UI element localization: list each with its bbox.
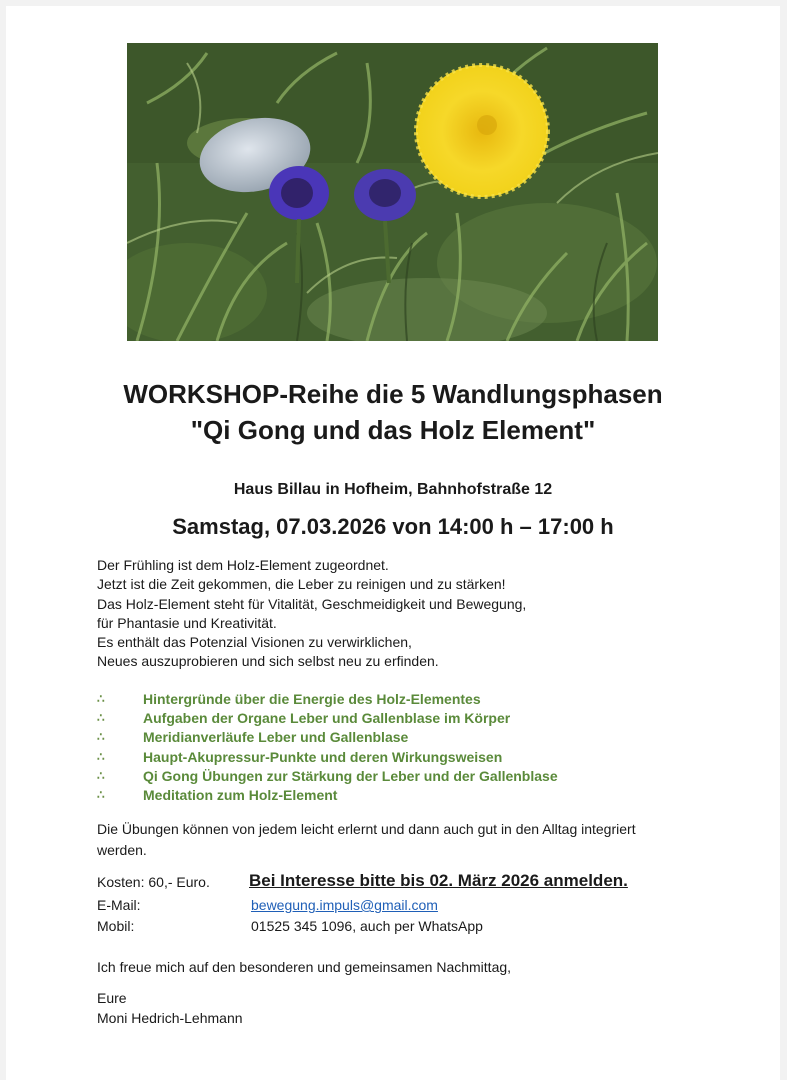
triangle-dots-icon: ∴ (97, 711, 105, 726)
event-date: Samstag, 07.03.2026 von 14:00 h – 17:00 h (172, 514, 614, 539)
list-item (97, 709, 717, 728)
intro-line: Das Holz-Element steht für Vitalität, Geschmeidigkeit und Bewegung, (97, 595, 527, 612)
topic-text: Haupt-Akupressur-Punkte und deren Wirkungsweisen (143, 748, 503, 765)
intro-line: für Phantasie und Kreativität. (97, 614, 277, 631)
topic-text: Meditation zum Holz-Element (143, 786, 338, 803)
practice-text: Die Übungen können von jedem leicht erlernt und dann auch gut in den Alltag integriert werden. (97, 821, 636, 858)
intro-line: Es enthält das Potenzial Visionen zu verwirklichen, (97, 634, 412, 651)
signup-deadline: Bei Interesse bitte bis 02. März 2026 anmelden. (249, 871, 628, 890)
header-photo (127, 43, 658, 341)
flyer-page (6, 6, 780, 1080)
intro-line: Jetzt ist die Zeit gekommen, die Leber zu reinigen und zu stärken! (97, 576, 506, 593)
flower-meadow-photo (127, 43, 658, 341)
mobile-label: Mobil: (97, 918, 135, 934)
intro-line: Neues auszuprobieren und sich selbst neu zu erfinden. (97, 653, 439, 670)
mobile-number: 01525 345 1096, auch per WhatsApp (251, 918, 483, 934)
list-item (97, 767, 717, 786)
list-item (97, 728, 717, 747)
triangle-dots-icon: ∴ (97, 787, 105, 802)
list-item (97, 748, 717, 767)
venue-address: Haus Billau in Hofheim, Bahnhofstraße 12 (233, 481, 553, 498)
triangle-dots-icon: ∴ (97, 692, 105, 706)
topic-list (97, 690, 717, 805)
topic-text: Qi Gong Übungen zur Stärkung der Leber und der Gallenblase (143, 767, 558, 784)
topic-text: Meridianverläufe Leber und Gallenblase (143, 729, 409, 746)
signature-greeting: Eure (97, 990, 127, 1006)
signature-name: Moni Hedrich-Lehmann (97, 1010, 243, 1026)
triangle-dots-icon: ∴ (97, 730, 105, 745)
closing-text: Ich freue mich auf den besonderen und gemeinsamen Nachmittag, (97, 959, 512, 975)
triangle-dots-icon: ∴ (97, 768, 105, 783)
workshop-title: WORKSHOP-Reihe die 5 Wandlungsphasen (123, 379, 663, 409)
cost-label: Kosten: 60,- Euro. (97, 874, 210, 890)
list-item (97, 690, 717, 709)
workshop-subtitle: "Qi Gong und das Holz Element" (190, 415, 596, 445)
email-link[interactable]: bewegung.impuls@gmail.com (251, 897, 438, 913)
topic-text: Hintergründe über die Energie des Holz-Elementes (143, 691, 481, 707)
triangle-dots-icon: ∴ (97, 749, 105, 764)
topic-text: Aufgaben der Organe Leber und Gallenblase im Körper (143, 710, 511, 727)
intro-text (97, 556, 697, 672)
intro-line: Der Frühling ist dem Holz-Element zugeordnet. (97, 557, 389, 573)
email-label: E-Mail: (97, 897, 141, 913)
list-item (97, 786, 717, 805)
